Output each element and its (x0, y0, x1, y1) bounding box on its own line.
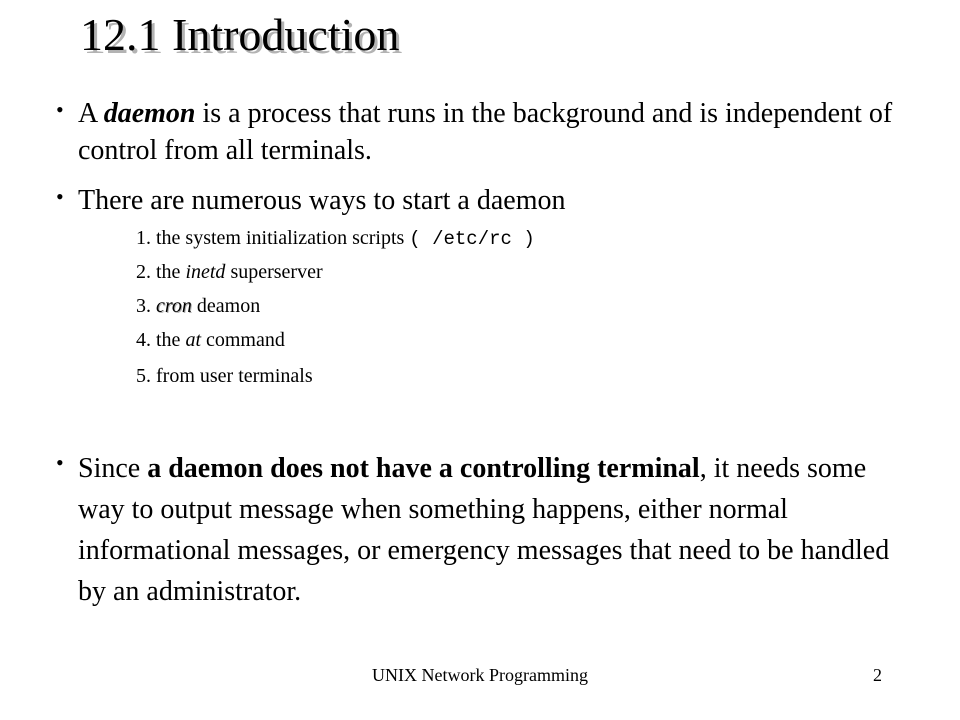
way-item-1: 1. the system initialization scripts ( /etc/rc ) (136, 227, 535, 250)
way-item-2: 2. the inetd superserver (136, 261, 323, 283)
emphasis-daemon: daemon (103, 98, 196, 129)
way-item-4: 4. the at command (136, 329, 285, 351)
bullet-dot-icon: • (56, 450, 64, 475)
code-etc-rc: ( /etc/rc ) (409, 228, 535, 250)
bullet-dot-icon: • (56, 184, 64, 209)
bullet-text: Since a daemon does not have a controlling terminal, it needs some way to output message when something happens, either normal informational messages, or emergency messages that need to be handled by an administrator. (78, 453, 890, 607)
way-item-3: 3. cron deamon (136, 295, 261, 317)
way-item-5: 5. from user terminals (136, 365, 313, 387)
slide-title: 12.1 Introduction (80, 9, 400, 60)
page-number: 2 (873, 665, 882, 685)
footer-title: UNIX Network Programming (372, 665, 588, 685)
bold-phrase: a daemon does not have a controlling terminal (147, 453, 700, 484)
bullet-text: A daemon is a process that runs in the background and is independent of control from all terminals. (78, 98, 893, 166)
bullet-dot-icon: • (56, 97, 64, 122)
bullet-text: There are numerous ways to start a daemon (78, 185, 566, 216)
